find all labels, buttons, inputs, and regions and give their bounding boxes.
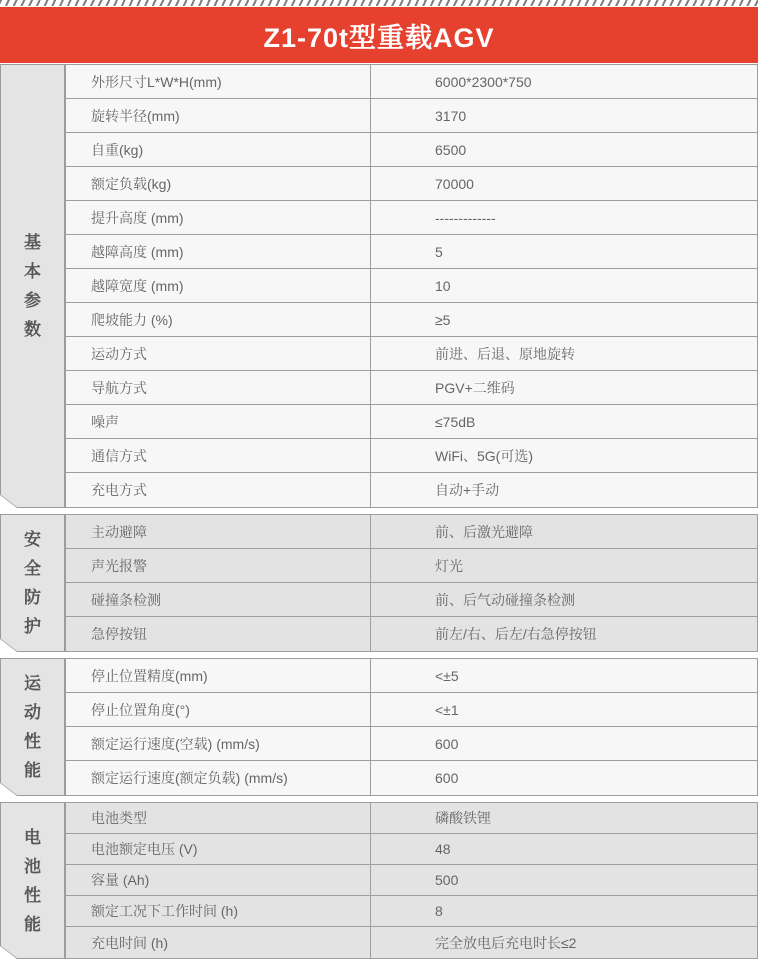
spec-row-value: 3170 xyxy=(435,107,467,124)
spec-row xyxy=(66,927,757,958)
spec-row xyxy=(66,583,757,617)
spec-row-value: 48 xyxy=(435,841,451,857)
spec-row-label: 旋转半径(mm) xyxy=(66,99,371,132)
spec-row xyxy=(66,549,757,583)
spec-row-label: 额定运行速度(空载) (mm/s) xyxy=(66,727,371,760)
spec-row-label: 停止位置角度(°) xyxy=(66,693,371,726)
spec-row xyxy=(66,439,757,473)
section-label-char: 性 xyxy=(24,732,41,751)
spec-row-label: 电池类型 xyxy=(66,803,371,833)
section-label-char: 全 xyxy=(24,559,41,578)
sidebar-battery xyxy=(0,802,65,959)
spec-row-value: 完全放电后充电时长≤2 xyxy=(435,934,577,951)
spec-row xyxy=(66,515,757,549)
spec-row-label: 外形尺寸L*W*H(mm) xyxy=(66,65,371,98)
spec-row-label: 提升高度 (mm) xyxy=(66,201,371,234)
spec-row xyxy=(66,803,757,834)
spec-row xyxy=(66,269,757,303)
spec-row-value: 磷酸铁锂 xyxy=(435,810,491,826)
section-label-char: 安 xyxy=(24,530,41,549)
section-label-char: 基 xyxy=(24,233,41,252)
spec-row xyxy=(66,405,757,439)
spec-row-value: 6500 xyxy=(435,141,467,158)
rows-basic-params xyxy=(65,64,758,508)
spec-row-label: 额定负载(kg) xyxy=(66,167,371,200)
spec-row xyxy=(66,473,757,507)
spec-row-value: 600 xyxy=(435,735,459,752)
spec-row-value: 前、后气动碰撞条检测 xyxy=(435,591,575,608)
spec-row-value: PGV+二维码 xyxy=(435,379,515,396)
spec-row xyxy=(66,617,757,651)
section-label-safety xyxy=(0,514,65,652)
section-label-char: 电 xyxy=(24,827,41,847)
rows-battery xyxy=(65,802,758,959)
spec-row-value: 前左/右、后左/右急停按钮 xyxy=(435,626,597,642)
spec-row xyxy=(66,865,757,896)
section-label-char: 能 xyxy=(24,914,41,934)
section-motion xyxy=(0,658,758,796)
spec-row-label: 额定运行速度(额定负载) (mm/s) xyxy=(66,761,371,795)
page-title: Z1-70t型重载AGV xyxy=(263,22,495,53)
spec-row-label: 碰撞条检测 xyxy=(66,583,371,616)
section-label-char: 池 xyxy=(24,856,41,876)
spec-row xyxy=(66,337,757,371)
spec-row-value: 8 xyxy=(435,903,443,919)
section-label-motion xyxy=(0,658,65,796)
spec-row-value: 前进、后退、原地旋转 xyxy=(435,345,575,362)
spec-row xyxy=(66,761,757,795)
spec-row xyxy=(66,303,757,337)
spec-row-value: 600 xyxy=(435,770,459,786)
spec-row-value: 70000 xyxy=(435,175,474,192)
section-label-char: 本 xyxy=(24,262,41,281)
spec-row-label: 声光报警 xyxy=(66,549,371,582)
rows-motion xyxy=(65,658,758,796)
spec-row-value: 6000*2300*750 xyxy=(435,73,532,90)
spec-row-label: 容量 (Ah) xyxy=(66,865,371,895)
spec-row xyxy=(66,167,757,201)
sidebar-safety xyxy=(0,514,65,652)
spec-row-value: <±5 xyxy=(435,667,459,684)
sidebar-motion xyxy=(0,658,65,796)
spec-row-label: 越障高度 (mm) xyxy=(66,235,371,268)
spec-row-value: 500 xyxy=(435,872,459,888)
spec-row-label: 主动避障 xyxy=(66,515,371,548)
section-label-char: 防 xyxy=(24,588,41,607)
rows-safety xyxy=(65,514,758,652)
spec-row-label: 导航方式 xyxy=(66,371,371,404)
section-basic-params xyxy=(0,64,758,508)
section-label-char: 运 xyxy=(24,674,41,693)
spec-row-value: 自动+手动 xyxy=(435,482,500,498)
spec-row xyxy=(66,659,757,693)
spec-row-value: ≥5 xyxy=(435,311,451,328)
section-label-basic-params xyxy=(0,64,65,508)
section-label-char: 参 xyxy=(24,291,41,310)
section-label-char: 护 xyxy=(24,617,41,636)
section-battery xyxy=(0,802,758,959)
spec-row-label: 通信方式 xyxy=(66,439,371,472)
section-label-char: 动 xyxy=(24,703,41,722)
spec-row xyxy=(66,727,757,761)
spec-row-value: ------------- xyxy=(435,209,496,226)
spec-row xyxy=(66,896,757,927)
spec-row-label: 充电时间 (h) xyxy=(66,927,371,958)
spec-row-value: 10 xyxy=(435,277,451,294)
spec-row-label: 自重(kg) xyxy=(66,133,371,166)
spec-row xyxy=(66,834,757,865)
spec-row xyxy=(66,693,757,727)
spec-row xyxy=(66,65,757,99)
section-label-char: 能 xyxy=(24,761,41,780)
spec-row-label: 运动方式 xyxy=(66,337,371,370)
spec-row-value: 灯光 xyxy=(435,557,463,574)
spec-row-label: 爬坡能力 (%) xyxy=(66,303,371,336)
spec-row-label: 急停按钮 xyxy=(66,617,371,651)
title-banner xyxy=(0,7,758,63)
hatched-border-top xyxy=(0,0,758,7)
section-label-char: 数 xyxy=(24,320,41,339)
spec-row-value: ≤75dB xyxy=(435,413,476,430)
spec-row-value: 5 xyxy=(435,243,443,260)
section-label-battery xyxy=(0,802,65,959)
spec-row xyxy=(66,371,757,405)
spec-row-value: <±1 xyxy=(435,701,459,718)
spec-row xyxy=(66,235,757,269)
spec-row xyxy=(66,99,757,133)
sidebar-basic-params xyxy=(0,64,65,508)
spec-row-value: 前、后激光避障 xyxy=(435,523,533,540)
spec-row-value: WiFi、5G(可选) xyxy=(435,447,533,464)
section-label-char: 性 xyxy=(24,885,41,905)
section-safety xyxy=(0,514,758,652)
spec-row-label: 电池额定电压 (V) xyxy=(66,834,371,864)
spec-row-label: 额定工况下工作时间 (h) xyxy=(66,896,371,926)
spec-table xyxy=(0,64,758,959)
spec-row-label: 越障宽度 (mm) xyxy=(66,269,371,302)
spec-row xyxy=(66,133,757,167)
spec-row-label: 停止位置精度(mm) xyxy=(66,659,371,692)
spec-row-label: 充电方式 xyxy=(66,473,371,507)
spec-row-label: 噪声 xyxy=(66,405,371,438)
spec-row xyxy=(66,201,757,235)
